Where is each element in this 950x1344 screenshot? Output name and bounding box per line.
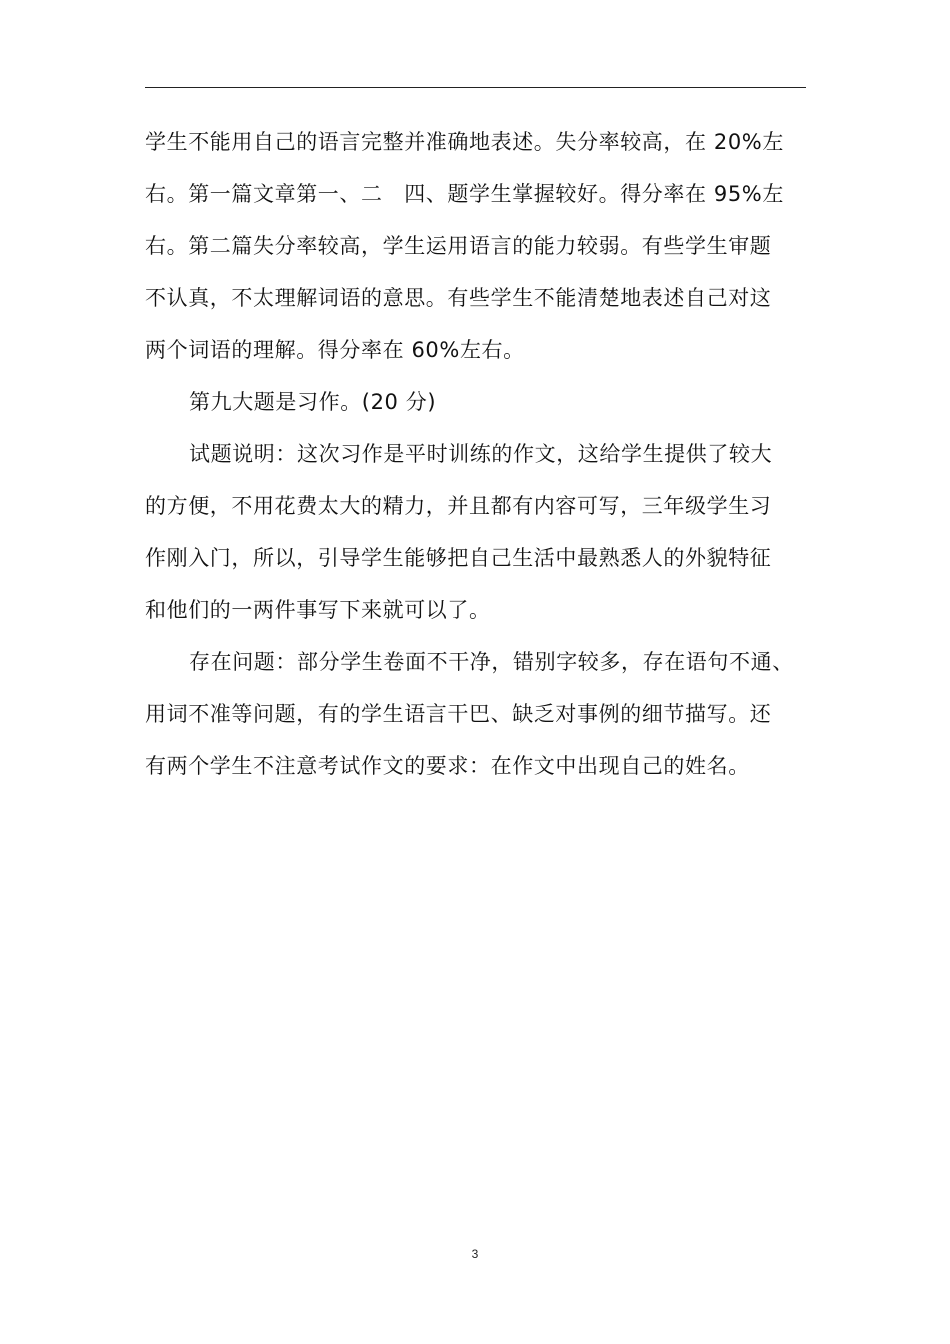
text-line: 存在问题：部分学生卷面不干净，错别字较多，存在语句不通、 [189, 650, 794, 674]
text-line: 和他们的一两件事写下来就可以了。 [145, 598, 491, 622]
text-line: 作刚入门，所以，引导学生能够把自己生活中最熟悉人的外貌特征 [145, 546, 772, 570]
text-line: 两个词语的理解。得分率在 60%左右。 [145, 338, 525, 362]
text-line: 的方便，不用花费太大的精力，并且都有内容可写，三年级学生习 [145, 494, 772, 518]
paragraph-existing-problems [145, 636, 825, 792]
text-line: 学生不能用自己的语言完整并准确地表述。失分率较高，在 20%左 [145, 130, 784, 154]
body-text [145, 116, 825, 792]
paragraph-analysis [145, 116, 825, 376]
text-line: 试题说明：这次习作是平时训练的作文，这给学生提供了较大 [189, 442, 773, 466]
text-line: 第九大题是习作。(20 分) [189, 390, 437, 414]
text-line: 有两个学生不注意考试作文的要求：在作文中出现自己的姓名。 [145, 754, 750, 778]
text-line: 不认真，不太理解词语的意思。有些学生不能清楚地表述自己对这 [145, 286, 772, 310]
text-line: 右。第二篇失分率较高，学生运用语言的能力较弱。有些学生审题 [145, 234, 772, 258]
text-line: 右。第一篇文章第一、二 四、题学生掌握较好。得分率在 95%左 [145, 182, 784, 206]
paragraph-section-heading [145, 376, 825, 428]
paragraph-question-description [145, 428, 825, 636]
header-rule [145, 87, 806, 88]
text-line: 用词不准等问题，有的学生语言干巴、缺乏对事例的细节描写。还 [145, 702, 772, 726]
page-number: 3 [471, 1247, 479, 1261]
